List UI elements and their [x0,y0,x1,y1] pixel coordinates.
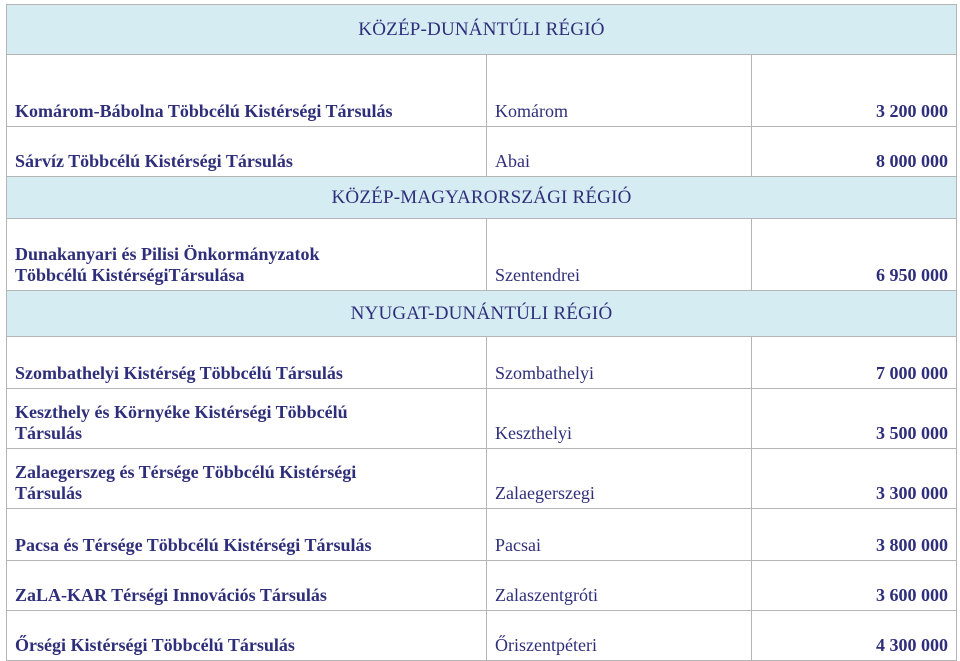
region-header-row [7,5,957,55]
association-name-line2: Társulás [15,423,83,443]
region-funding-table [6,4,957,661]
association-name [7,389,487,449]
seat-city: Abai [487,127,752,177]
seat-city: Komárom [487,55,752,127]
association-name-line1: Zalaegerszeg és Térsége Többcélú Kistérségi [15,462,357,482]
region-header: NYUGAT-DUNÁNTÚLI RÉGIÓ [7,291,957,337]
seat-city: Pacsai [487,509,752,561]
seat-city: Szombathelyi [487,337,752,389]
table-row [7,337,957,389]
association-name: Őrségi Kistérségi Többcélú Társulás [7,611,487,661]
table-row [7,389,957,449]
table-row [7,127,957,177]
region-header-row [7,291,957,337]
seat-city: Keszthelyi [487,389,752,449]
seat-city: Szentendrei [487,219,752,291]
association-name: Szombathelyi Kistérség Többcélú Társulás [7,337,487,389]
seat-city: Zalaegerszegi [487,449,752,509]
amount: 3 800 000 [752,509,957,561]
amount: 3 300 000 [752,449,957,509]
table-row [7,449,957,509]
association-name: ZaLA-KAR Térségi Innovációs Társulás [7,561,487,611]
association-name-line2: Többcélú KistérségiTársulása [15,265,245,285]
association-name: Pacsa és Térsége Többcélú Kistérségi Társulás [7,509,487,561]
association-name [7,219,487,291]
table-row [7,561,957,611]
association-name-line1: Dunakanyari és Pilisi Önkormányzatok [15,244,320,264]
region-header: KÖZÉP-MAGYARORSZÁGI RÉGIÓ [7,177,957,219]
association-name-line1: Keszthely és Környéke Kistérségi Többcélú [15,402,348,422]
amount: 4 300 000 [752,611,957,661]
seat-city: Zalaszentgróti [487,561,752,611]
table-row [7,55,957,127]
amount: 6 950 000 [752,219,957,291]
region-header-row [7,177,957,219]
association-name: Komárom-Bábolna Többcélú Kistérségi Társulás [7,55,487,127]
seat-city: Őriszentpéteri [487,611,752,661]
table-row [7,611,957,661]
association-name [7,449,487,509]
table-row [7,219,957,291]
region-header: KÖZÉP-DUNÁNTÚLI RÉGIÓ [7,5,957,55]
amount: 3 200 000 [752,55,957,127]
amount: 3 600 000 [752,561,957,611]
table-row [7,509,957,561]
amount: 3 500 000 [752,389,957,449]
association-name: Sárvíz Többcélú Kistérségi Társulás [7,127,487,177]
association-name-line2: Társulás [15,483,83,503]
amount: 7 000 000 [752,337,957,389]
amount: 8 000 000 [752,127,957,177]
